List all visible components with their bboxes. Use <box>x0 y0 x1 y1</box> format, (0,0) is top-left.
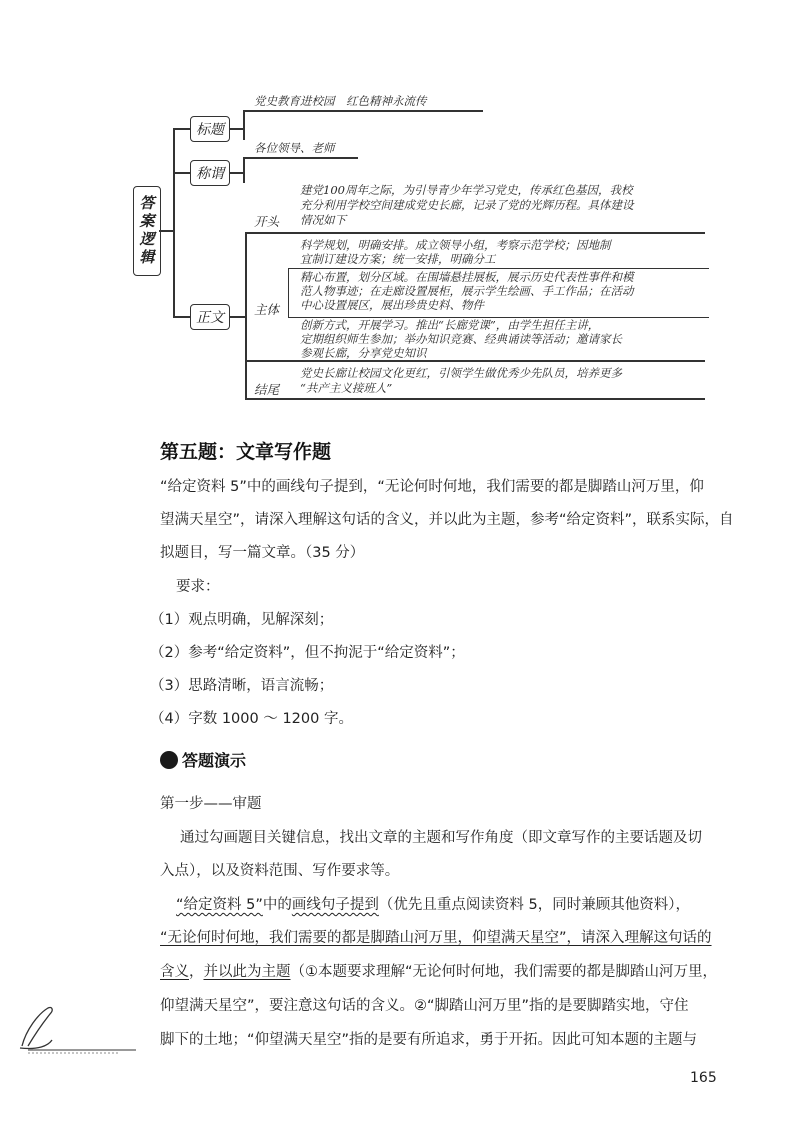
intro-line: 通过勾画题目关键信息，找出文章的主题和写作角度（即文章写作的主要话题及切 <box>180 830 702 846</box>
connector <box>245 232 247 398</box>
connector <box>243 110 483 112</box>
requirement-item: （3）思路清晰，语言流畅； <box>150 678 334 694</box>
connector <box>245 398 705 400</box>
highlight-meaning: 含义 <box>160 964 189 980</box>
main-item-line: 定期组织师生参加；举办知识竞赛、经典诵读等活动；邀请家长 <box>300 332 622 346</box>
text-span: 中的 <box>262 897 292 913</box>
requirement-item: （4）字数 1000 ～ 1200 字。 <box>150 711 353 727</box>
connector <box>173 172 191 174</box>
main-label: 主体 <box>254 302 280 317</box>
ending-line: “共产主义接班人” <box>300 381 393 395</box>
requirement-item: （2）参考“给定资料”，但不拘泥于“给定资料”； <box>150 645 465 661</box>
section-title: 第五题：文章写作题 <box>160 441 332 463</box>
connector <box>243 157 358 159</box>
text-span: ， <box>189 964 204 980</box>
page-number: 165 <box>690 1070 717 1086</box>
title-text: 党史教育进校园 红色精神永流传 <box>254 94 427 108</box>
prompt-line: 拟题目，写一篇文章。（35 分） <box>160 545 365 561</box>
mind-map <box>0 0 800 410</box>
text-span: （①本题要求理解“无论何时何地，我们需要的都是脚踏山河万里， <box>290 964 718 980</box>
opening-line: 建党100周年之际，为引导青少年学习党史，传承红色基因，我校 <box>300 183 633 197</box>
demo-title: 答题演示 <box>182 751 247 770</box>
pen-icon <box>8 1000 138 1060</box>
main-item-line: 科学规划，明确安排。成立领导小组，考察示范学校；因地制 <box>300 238 611 252</box>
prompt-line: “给定资料 5”中的画线句子提到，“无论何时何地，我们需要的都是脚踏山河万里，仰 <box>160 479 704 495</box>
requirement-item: （1）观点明确，见解深刻； <box>150 612 334 628</box>
connector <box>229 316 245 318</box>
mindmap-body-node: 正文 <box>190 304 230 330</box>
ending-line: 党史长廊让校园文化更红，引领学生做优秀少先队员，培养更多 <box>300 366 622 380</box>
analysis-line <box>160 962 717 982</box>
connector <box>229 172 243 174</box>
analysis-line <box>176 895 690 915</box>
main-item-line: 精心布置，划分区域。在围墙悬挂展板，展示历史代表性事件和模 <box>300 270 634 284</box>
connector <box>245 232 705 234</box>
highlight-underlined-sentence: 画线句子提到 <box>291 897 379 913</box>
highlight-quote: “无论何时何地，我们需要的都是脚踏山河万里，仰望满天星空”，请深入理解这句话的 <box>160 930 712 946</box>
ending-label: 结尾 <box>254 382 280 397</box>
mindmap-title-node: 标题 <box>190 116 230 142</box>
opening-label: 开头 <box>254 214 280 229</box>
connector <box>173 128 175 318</box>
analysis-line: 脚下的土地；“仰望满天星空”指的是要有所追求，勇于开拓。因此可知本题的主题与 <box>160 1032 698 1048</box>
main-item-line: 创新方式，开展学习。推出“长廊党课”，由学生担任主讲， <box>300 318 600 332</box>
mindmap-root-node: 答案逻辑 <box>133 186 161 276</box>
analysis-line: 仰望满天星空”，要注意这句话的含义。②“脚踏山河万里”指的是要脚踏实地，守住 <box>160 998 689 1014</box>
greeting-text: 各位领导、老师 <box>254 141 335 155</box>
bullet-badge-icon <box>160 751 178 769</box>
step-title: 第一步——审题 <box>160 796 262 812</box>
main-item-line: 中心设置展区，展出珍贵史料、物件 <box>300 298 484 312</box>
demo-heading <box>160 748 246 771</box>
analysis-line <box>160 928 712 948</box>
main-item-line: 宜制订建设方案；统一安排，明确分工 <box>300 252 496 266</box>
mindmap-greeting-node: 称谓 <box>190 160 230 186</box>
opening-line: 情况如下 <box>300 213 346 227</box>
main-item-line: 范人物事迹；在走廊设置展柜，展示学生绘画、手工作品；在活动 <box>300 284 634 298</box>
connector <box>229 128 243 130</box>
requirements-label: 要求： <box>176 579 220 595</box>
connector <box>173 128 191 130</box>
connector <box>243 110 245 140</box>
intro-line: 入点），以及资料范围、写作要求等。 <box>160 863 400 879</box>
highlight-theme: 并以此为主题 <box>203 964 291 980</box>
highlight-material5: “给定资料 5” <box>176 897 263 913</box>
text-span: （优先且重点阅读资料 5，同时兼顾其他资料）， <box>378 897 690 913</box>
connector <box>243 157 245 183</box>
connector <box>173 316 191 318</box>
opening-line: 充分利用学校空间建成党史长廊，记录了党的光辉历程。具体建设 <box>300 198 634 212</box>
main-item-line: 参观长廊，分享党史知识 <box>300 346 427 360</box>
prompt-line: 望满天星空”，请深入理解这句话的含义，并以此为主题，参考“给定资料”，联系实际，自 <box>160 512 734 528</box>
connector <box>159 230 174 232</box>
